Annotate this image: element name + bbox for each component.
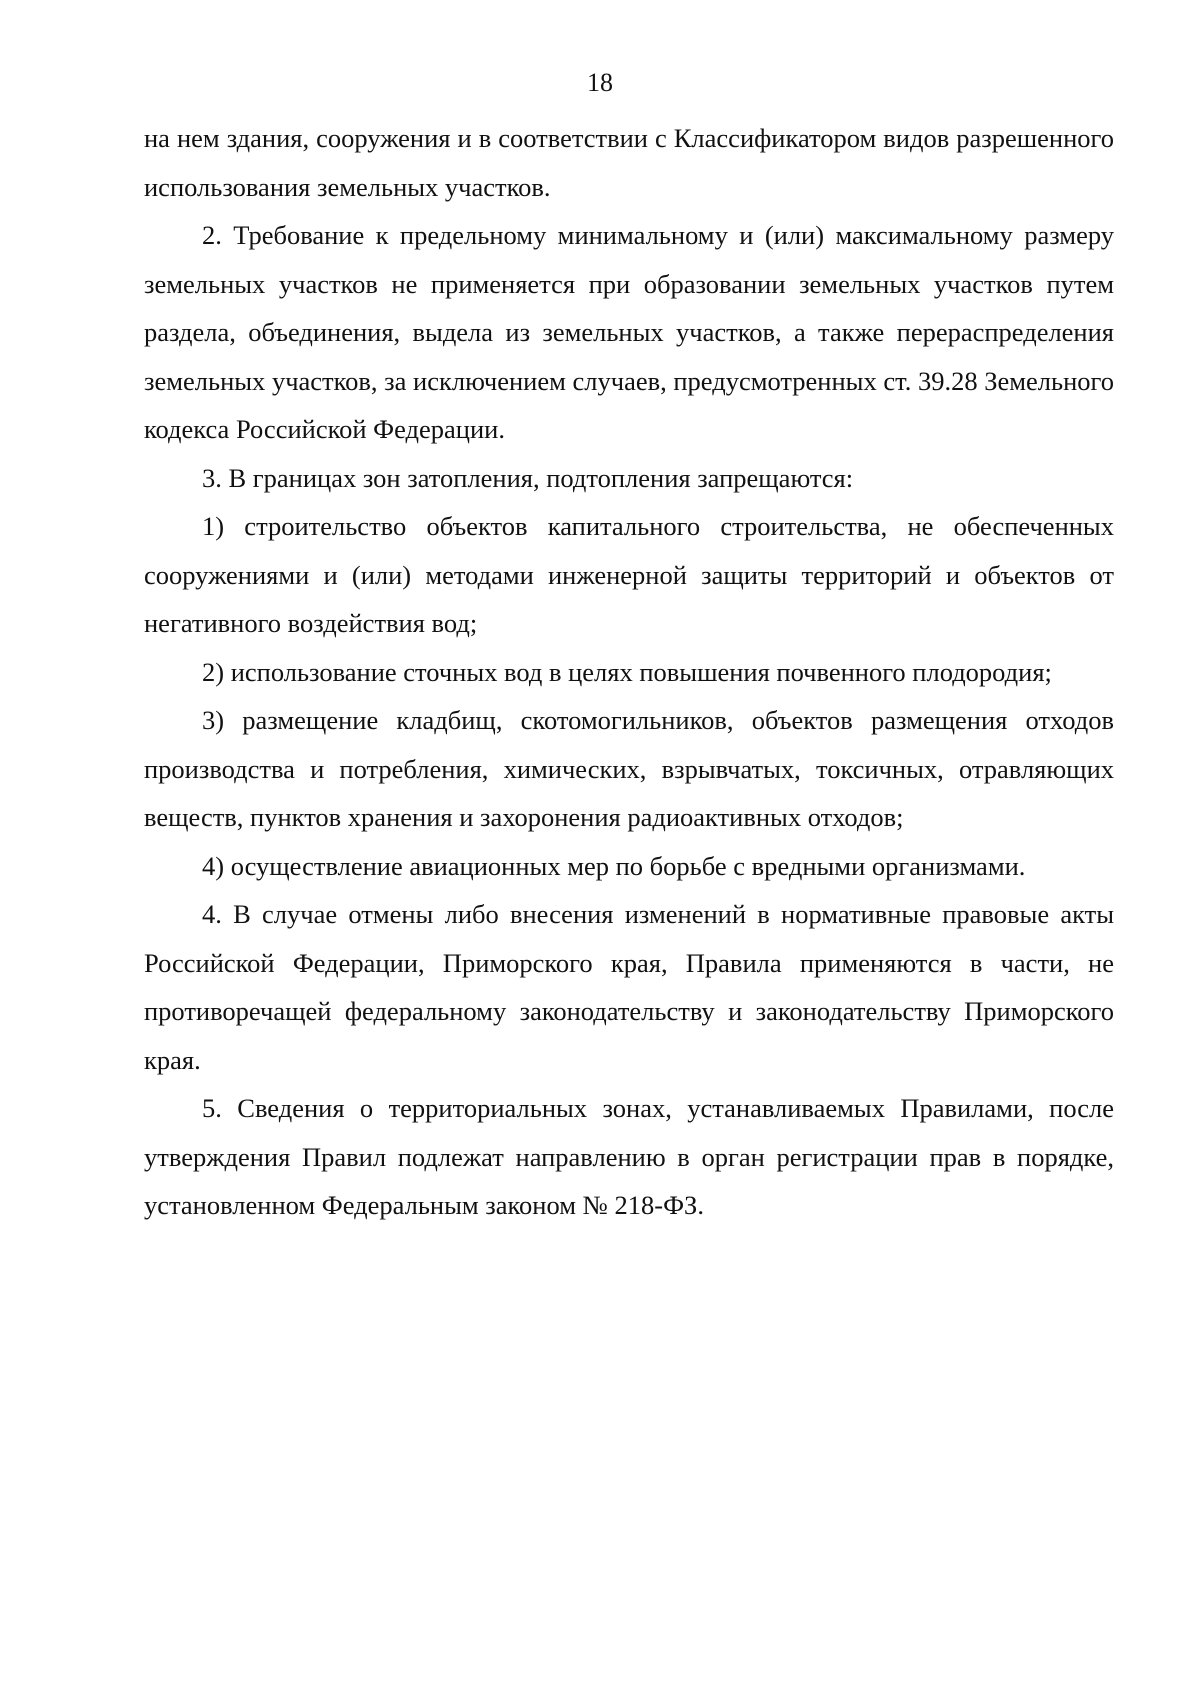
paragraph-item-5: 5. Сведения о территориальных зонах, устанавливаемых Правилами, после утверждения Правил подлежат направлению в орган регистрации прав в порядке, установленном Федеральным законом № 218-ФЗ.: [144, 1093, 1114, 1220]
paragraph-subitem-1: 1) строительство объектов капитального строительства, не обеспеченных сооружениями и (или) методами инженерной защиты территорий и объектов от негативного воздействия вод;: [144, 511, 1114, 638]
paragraph-subitem-2: 2) использование сточных вод в целях повышения почвенного плодородия;: [202, 656, 1052, 687]
paragraph-item-3: 3. В границах зон затопления, подтопления запрещаются:: [202, 462, 854, 493]
paragraph-item-2: 2. Требование к предельному минимальному и (или) максимальному размеру земельных участков не применяется при образовании земельных участков путем раздела, объединения, выдела из земельных участков, а также перераспределения земельных участков, за исключением случаев, предусмотренных ст. 39.28 Земельного кодекса Российской Федерации.: [144, 220, 1114, 444]
paragraph-subitem-3: 3) размещение кладбищ, скотомогильников, объектов размещения отходов производства и потребления, химических, взрывчатых, токсичных, отравляющих веществ, пунктов хранения и захоронения радиоактивных отходов;: [144, 705, 1114, 832]
page-number: 18: [587, 68, 613, 97]
paragraph-subitem-4: 4) осуществление авиационных мер по борьбе с вредными организмами.: [202, 850, 1026, 881]
paragraph-item-4: 4. В случае отмены либо внесения изменений в нормативные правовые акты Российской Федерации, Приморского края, Правила применяются в части, не противоречащей федеральному законодательству и законодательству Приморского края.: [144, 899, 1114, 1075]
paragraph-continuation: на нем здания, сооружения и в соответствии с Классификатором видов разрешенного использования земельных участков.: [144, 123, 1114, 202]
document-body: [144, 114, 1114, 1230]
